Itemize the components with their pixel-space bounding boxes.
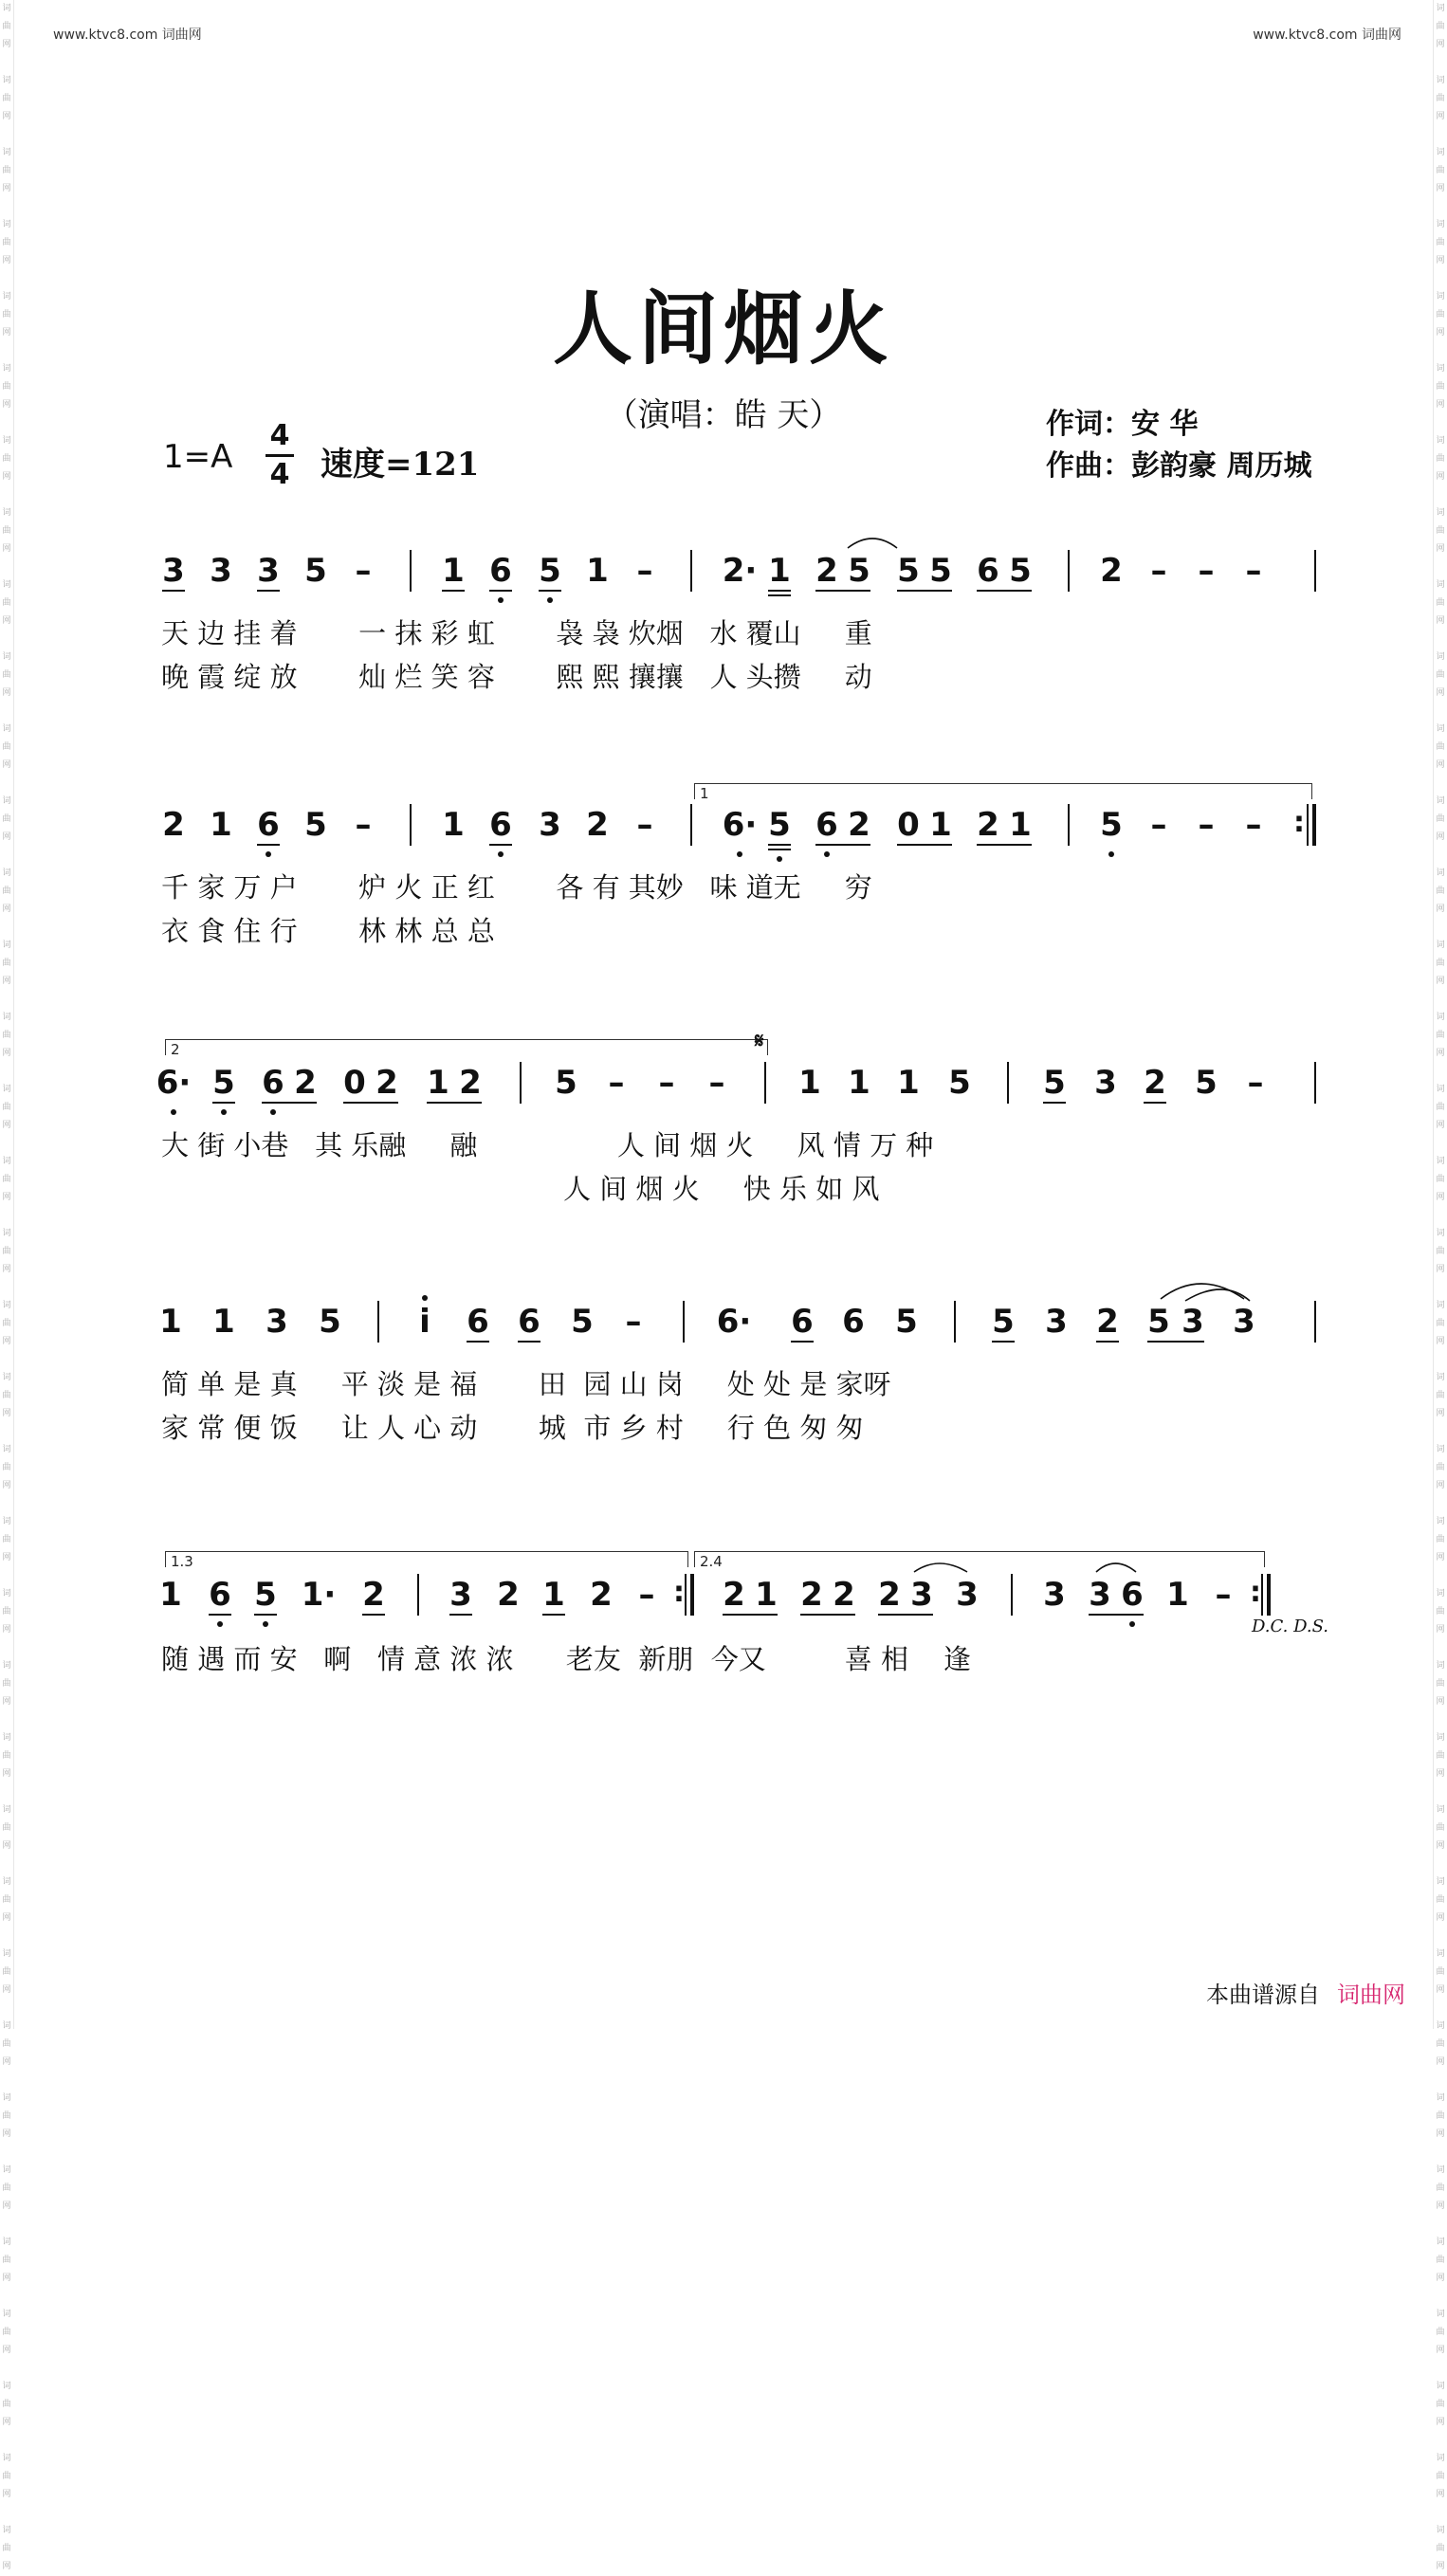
header-watermark-right: www.ktvc8.com 词曲网: [1253, 27, 1401, 43]
note: 5: [1195, 1064, 1218, 1102]
note: 1: [212, 1303, 235, 1341]
dash: –: [1245, 806, 1262, 844]
dash: –: [638, 1576, 655, 1614]
note: 3: [449, 1576, 472, 1614]
note: 1: [768, 552, 791, 590]
note: 2: [1100, 552, 1123, 590]
note: 1: [427, 1064, 449, 1102]
dash: –: [636, 552, 653, 590]
note: 1: [159, 1576, 182, 1614]
note: 5: [929, 552, 952, 590]
note: 3: [266, 1303, 288, 1341]
note: 5: [304, 806, 327, 844]
note: 1: [586, 552, 609, 590]
note: 3: [956, 1576, 979, 1614]
note: 6: [518, 1303, 540, 1341]
note: 5: [895, 1303, 918, 1341]
note: 5: [555, 1064, 577, 1102]
dash: –: [355, 552, 372, 590]
note: 5: [304, 552, 327, 590]
note: 2: [294, 1064, 317, 1102]
volta-label: 1: [700, 785, 709, 802]
dash: –: [1150, 806, 1167, 844]
note: 6·: [156, 1064, 192, 1102]
time-signature-top: 4: [269, 419, 290, 452]
repeat-end-dots: :: [1293, 806, 1305, 839]
note: 5: [212, 1064, 235, 1102]
key-signature: 1=A: [163, 438, 233, 476]
tempo-marking: 速度=121: [321, 446, 480, 484]
lyric-line: 随 遇 而 安 啊 情 意 浓 浓 老友 新朋 今又 喜 相 逢: [161, 1643, 971, 1675]
lyric-line: 人 间 烟 火 快 乐 如 风: [161, 1173, 880, 1205]
note: 3: [210, 552, 232, 590]
note: 3: [1181, 1303, 1204, 1341]
dash: –: [355, 806, 372, 844]
dash: –: [1198, 552, 1215, 590]
note: 6: [791, 1303, 814, 1341]
note: 1: [1009, 806, 1032, 844]
note: 2: [800, 1576, 823, 1614]
footer-source: [1206, 1976, 1405, 2009]
note: 3: [162, 552, 185, 590]
volta-label: 2.4: [700, 1553, 723, 1570]
note: 6: [467, 1303, 489, 1341]
time-signature-bottom: 4: [269, 458, 290, 491]
composer-credit: 作曲：彭韵豪 周历城: [1046, 449, 1312, 483]
note: 1: [755, 1576, 778, 1614]
dash: –: [625, 1303, 642, 1341]
note: 5: [1100, 806, 1123, 844]
note: 5: [1043, 1064, 1066, 1102]
note: 6: [977, 552, 999, 590]
note: 6·: [722, 806, 758, 844]
note: 5: [897, 552, 920, 590]
note: 5: [571, 1303, 594, 1341]
right-watermark-strip: 词 曲 网 词 曲 网 词 曲 网 词 曲 网 词 曲 网 词 曲 网 词 曲 网 词 曲 网 词 曲 网 词 曲 网 词 曲 网 词 曲 网 词 曲 网 词 曲 网 词 曲 网 词 曲 网 词 曲 网 词 曲 网 词 曲 网 词 曲 网 词 曲 网 词 曲 网 词 曲 网 词 曲 网 词 曲 网 词 曲 网 词 曲 网 词 曲 网 词 曲 网 词 曲 网 词 曲 网 词 曲 网 词 曲 网 词 曲 网 词 曲 网 词 曲 网: [1433, 0, 1447, 2029]
note: 2: [848, 806, 870, 844]
note: 3: [1043, 1576, 1066, 1614]
note: 1·: [301, 1576, 337, 1614]
volta-label: 1.3: [171, 1553, 193, 1570]
note: 1: [1166, 1576, 1189, 1614]
note: 2: [1096, 1303, 1119, 1341]
note: 5: [848, 552, 870, 590]
note: 2: [590, 1576, 613, 1614]
dash: –: [608, 1064, 625, 1102]
note: 1: [897, 1064, 920, 1102]
note: 1: [798, 1064, 821, 1102]
dash: –: [636, 806, 653, 844]
note: 1: [159, 1303, 182, 1341]
note: 2: [977, 806, 999, 844]
note: 5: [768, 806, 791, 844]
note: 2: [723, 1576, 745, 1614]
dc-ds-marking: D.C. D.S.: [1252, 1617, 1329, 1636]
note: 3: [539, 806, 561, 844]
lyric-line: 千 家 万 户 炉 火 正 红 各 有 其妙 味 道无 穷: [161, 871, 872, 904]
note: 1: [848, 1064, 870, 1102]
lyric-line: 大 街 小巷 其 乐融 融 人 间 烟 火 风 情 万 种: [161, 1129, 934, 1161]
slur-arc: [1185, 1289, 1250, 1301]
note: 3: [1094, 1064, 1117, 1102]
note: 2: [1144, 1064, 1166, 1102]
note: 6: [815, 806, 838, 844]
note: 5: [539, 552, 561, 590]
note: 5: [1009, 552, 1032, 590]
note: i: [419, 1303, 430, 1341]
lyric-line: 家 常 便 饭 让 人 心 动 城 市 乡 村 行 色 匆 匆: [161, 1412, 864, 1444]
note: 6: [489, 552, 512, 590]
repeat-end-dots: :: [673, 1576, 685, 1609]
note: 1: [442, 806, 465, 844]
note: 6: [262, 1064, 284, 1102]
note: 5: [254, 1576, 277, 1614]
note: 6: [257, 806, 280, 844]
repeat-end-dots: :: [1250, 1576, 1261, 1609]
note: 0: [897, 806, 920, 844]
note: 5: [948, 1064, 971, 1102]
note: 2·: [722, 552, 758, 590]
note: 6: [842, 1303, 865, 1341]
dash: –: [1150, 552, 1167, 590]
note: 2: [878, 1576, 901, 1614]
dash: –: [1198, 806, 1215, 844]
note: 2: [586, 806, 609, 844]
note: 1: [929, 806, 952, 844]
dash: –: [1215, 1576, 1232, 1614]
slur-arc: [848, 539, 897, 548]
song-title: 人间烟火: [552, 282, 894, 375]
footer-label: 本曲谱源自: [1206, 1982, 1320, 2008]
note: 5: [319, 1303, 341, 1341]
dash: –: [708, 1064, 725, 1102]
note: 3: [1089, 1576, 1111, 1614]
note: 6: [209, 1576, 231, 1614]
note: 2: [362, 1576, 385, 1614]
note: 2: [375, 1064, 398, 1102]
volta-label: 2: [171, 1041, 180, 1058]
segno-sign: 𝄋: [755, 1030, 764, 1053]
singer-credit: （演唱：皓 天）: [605, 396, 842, 434]
footer-site-link[interactable]: 词曲网: [1337, 1982, 1405, 2008]
note: 1: [542, 1576, 565, 1614]
dash: –: [658, 1064, 675, 1102]
note: 6·: [716, 1303, 752, 1341]
left-watermark-strip: 词 曲 网 词 曲 网 词 曲 网 词 曲 网 词 曲 网 词 曲 网 词 曲 网 词 曲 网 词 曲 网 词 曲 网 词 曲 网 词 曲 网 词 曲 网 词 曲 网 词 曲 网 词 曲 网 词 曲 网 词 曲 网 词 曲 网 词 曲 网 词 曲 网 词 曲 网 词 曲 网 词 曲 网 词 曲 网 词 曲 网 词 曲 网 词 曲 网 词 曲 网 词 曲 网 词 曲 网 词 曲 网 词 曲 网 词 曲 网 词 曲 网 词 曲 网: [0, 0, 14, 2029]
lyric-line: 衣 食 住 行 林 林 总 总: [161, 915, 495, 947]
lyric-line: 晚 霞 绽 放 灿 烂 笑 容 熙 熙 攘攘 人 头攒 动: [161, 661, 872, 693]
note: 5: [1147, 1303, 1170, 1341]
slur-arc: [914, 1563, 967, 1572]
note: 0: [343, 1064, 366, 1102]
note: 2: [815, 552, 838, 590]
note: 3: [1045, 1303, 1068, 1341]
note: 3: [257, 552, 280, 590]
slur-arc: [1096, 1563, 1136, 1572]
lyric-line: 天 边 挂 着 一 抹 彩 虹 袅 袅 炊烟 水 覆山 重: [161, 617, 872, 649]
note: 2: [459, 1064, 482, 1102]
note: 2: [497, 1576, 520, 1614]
note: 2: [162, 806, 185, 844]
note: 6: [489, 806, 512, 844]
note: 6: [1121, 1576, 1144, 1614]
dash: –: [1247, 1064, 1264, 1102]
header-watermark-left: www.ktvc8.com 词曲网: [53, 27, 202, 43]
note: 5: [992, 1303, 1015, 1341]
note: 1: [442, 552, 465, 590]
note: 3: [910, 1576, 933, 1614]
lyricist-credit: 作词：安 华: [1046, 408, 1199, 441]
note: 2: [833, 1576, 855, 1614]
note: 1: [210, 806, 232, 844]
note: 3: [1233, 1303, 1255, 1341]
dash: –: [1245, 552, 1262, 590]
lyric-line: 简 单 是 真 平 淡 是 福 田 园 山 岗 处 处 是 家呀: [161, 1368, 891, 1400]
